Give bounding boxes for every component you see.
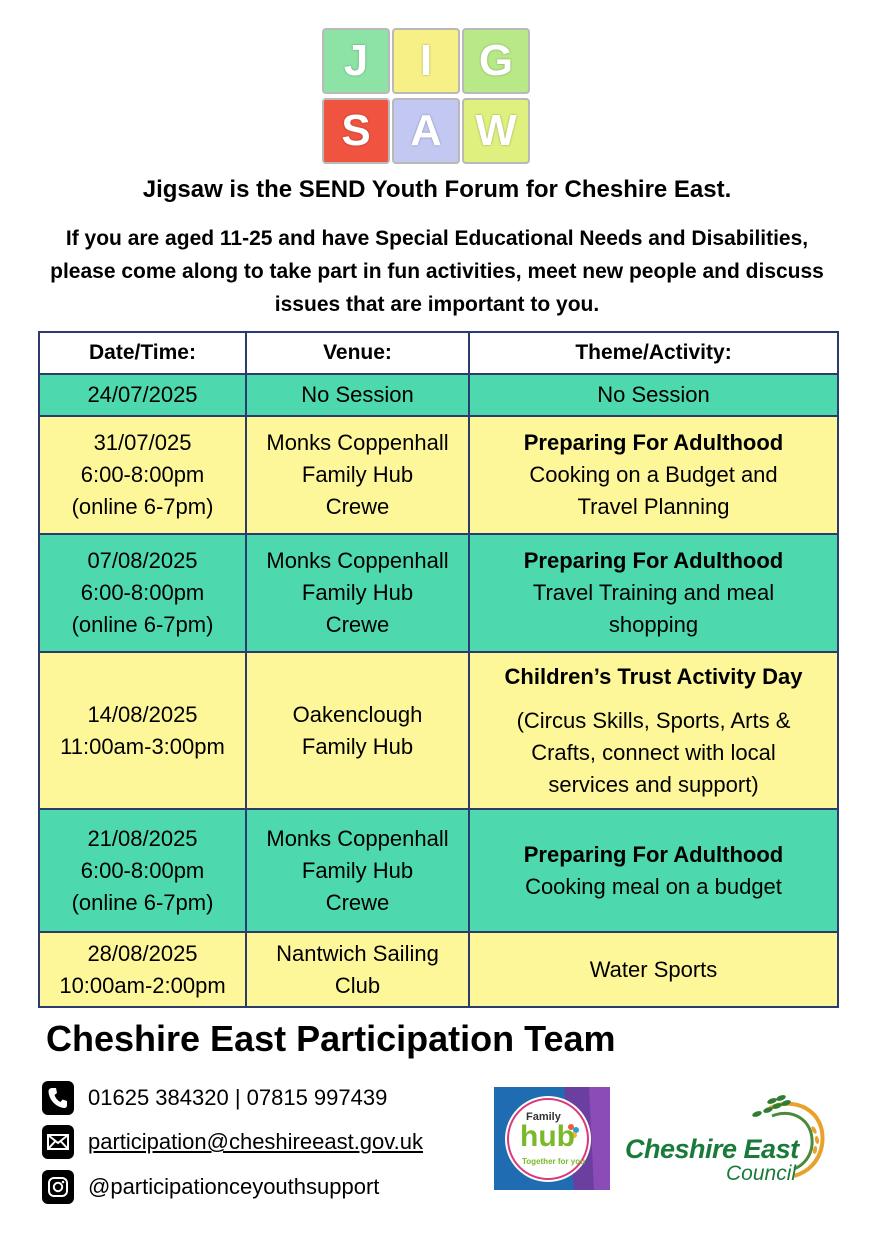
theme-cell: Preparing For Adulthood Cooking meal on a budget — [469, 809, 838, 932]
jigsaw-logo — [322, 28, 534, 166]
venue-cell: Oakenclough Family Hub — [246, 652, 469, 809]
table-row — [39, 416, 838, 534]
table-row — [39, 534, 838, 652]
theme-cell: Preparing For Adulthood Travel Training and meal shopping — [469, 534, 838, 652]
mail-icon — [42, 1125, 74, 1159]
email-link[interactable]: participation@cheshireeast.gov.uk — [88, 1129, 423, 1154]
theme-cell: Water Sports — [469, 932, 838, 1007]
instagram-icon — [42, 1170, 74, 1204]
date-cell: 21/08/2025 6:00-8:00pm (online 6-7pm) — [39, 809, 246, 932]
venue-cell: No Session — [246, 374, 469, 416]
table-row — [39, 652, 838, 809]
header-venue: Venue: — [246, 332, 469, 374]
table-row — [39, 932, 838, 1007]
date-cell: 24/07/2025 — [39, 374, 246, 416]
table-row — [39, 809, 838, 932]
phone-numbers: 01625 384320 | 07815 997439 — [88, 1085, 388, 1110]
venue-cell: Monks Coppenhall Family Hub Crewe — [246, 416, 469, 534]
date-cell: 14/08/2025 11:00am-3:00pm — [39, 652, 246, 809]
team-heading: Cheshire East Participation Team — [46, 1018, 616, 1059]
phone-contact — [42, 1081, 387, 1115]
page-title: Jigsaw is the SEND Youth Forum for Cheshire East. — [142, 176, 732, 203]
schedule-table — [38, 331, 839, 1008]
puzzle-piece-a: A — [392, 98, 460, 164]
table-row — [39, 374, 838, 416]
theme-cell: No Session — [469, 374, 838, 416]
header-date: Date/Time: — [39, 332, 246, 374]
table-header-row — [39, 332, 838, 374]
header-theme: Theme/Activity: — [469, 332, 838, 374]
venue-cell: Monks Coppenhall Family Hub Crewe — [246, 809, 469, 932]
puzzle-piece-s: S — [322, 98, 390, 164]
date-cell: 28/08/2025 10:00am-2:00pm — [39, 932, 246, 1007]
cheshire-east-council-logo — [622, 1090, 832, 1190]
social-contact — [42, 1170, 379, 1204]
puzzle-piece-g: G — [462, 28, 530, 94]
theme-cell: Children’s Trust Activity Day (Circus Skills, Sports, Arts & Crafts, connect with local services and support) — [469, 652, 838, 809]
council-name: Cheshire East — [625, 1134, 799, 1164]
intro-text: If you are aged 11-25 and have Special Educational Needs and Disabilities, please come along to take part in fun activities, meet new people and discuss issues that are important to you. — [50, 227, 824, 316]
phone-icon — [42, 1081, 74, 1115]
puzzle-piece-j: J — [322, 28, 390, 94]
family-hub-tagline: Together for you — [522, 1157, 585, 1166]
family-hub-word2: hub — [520, 1120, 575, 1153]
date-cell: 07/08/2025 6:00-8:00pm (online 6-7pm) — [39, 534, 246, 652]
theme-cell: Preparing For Adulthood Cooking on a Budget and Travel Planning — [469, 416, 838, 534]
council-subtitle: Council — [726, 1162, 797, 1185]
family-hub-logo — [494, 1087, 610, 1190]
puzzle-piece-w: W — [462, 98, 530, 164]
puzzle-piece-i: I — [392, 28, 460, 94]
venue-cell: Monks Coppenhall Family Hub Crewe — [246, 534, 469, 652]
email-contact — [42, 1125, 423, 1159]
venue-cell: Nantwich Sailing Club — [246, 932, 469, 1007]
family-hub-word1: Family — [526, 1111, 561, 1123]
social-handle[interactable]: @participationceyouthsupport — [88, 1174, 380, 1199]
date-cell: 31/07/025 6:00-8:00pm (online 6-7pm) — [39, 416, 246, 534]
